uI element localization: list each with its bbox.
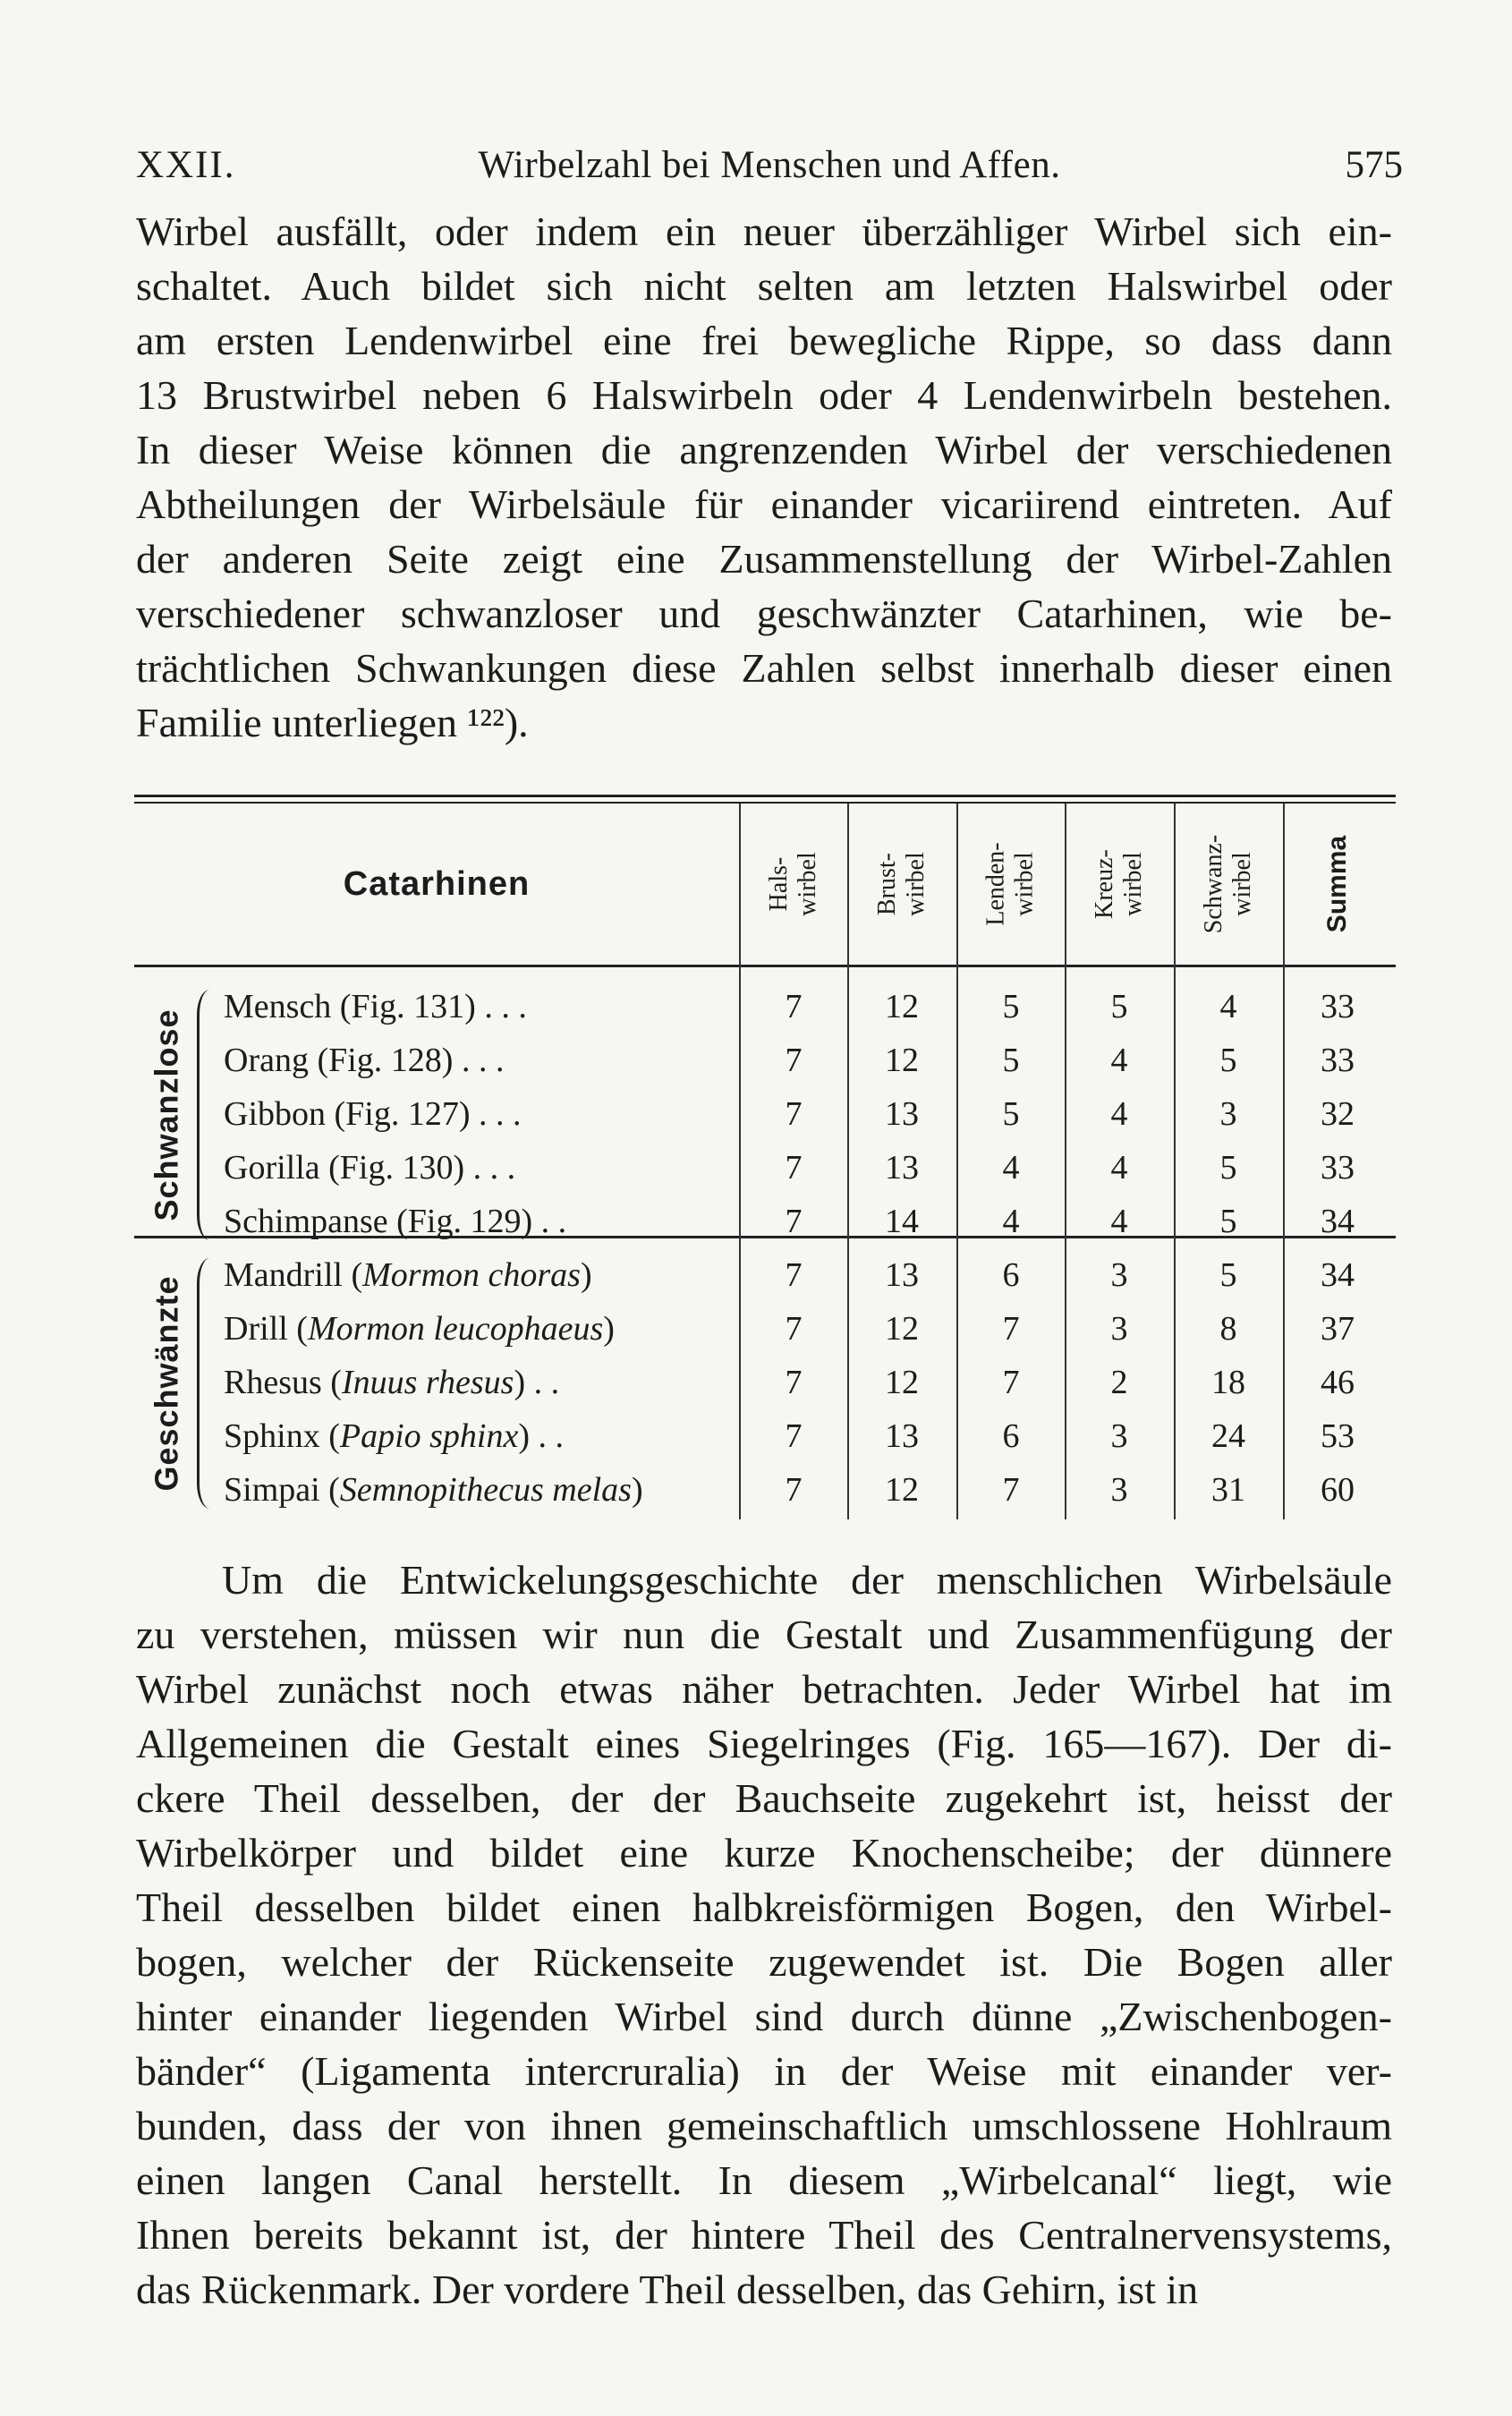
text-line: Abtheilungen der Wirbelsäule für einander vicariirend eintreten. Auf [136, 481, 1392, 527]
table-top-rule [134, 795, 1396, 797]
table-cell: 13 [885, 1095, 919, 1133]
common-name: Sphinx ( [224, 1417, 340, 1455]
species-name [224, 1142, 515, 1194]
table-cell: 37 [1321, 1310, 1355, 1348]
text-line: am ersten Lendenwirbel eine frei bewegliche Rippe, so dass dann [136, 318, 1392, 363]
table-row [134, 1195, 1396, 1247]
table-cell: 7 [785, 1203, 803, 1240]
table-cell: 2 [1110, 1364, 1128, 1401]
table-cell: 4 [1110, 1095, 1128, 1133]
name-suffix: . . . [470, 1095, 522, 1133]
table-header-rule [134, 965, 1396, 967]
text-line: ckere Theil desselben, der der Bauchseite zugekehrt ist, heisst der [136, 1775, 1392, 1821]
name-suffix: . . . [475, 988, 527, 1025]
table-cell: 33 [1321, 1149, 1355, 1187]
table-cell: 34 [1321, 1256, 1355, 1294]
table-cell: 5 [1219, 1042, 1237, 1079]
text-line: Familie unterliegen ¹²²). [136, 700, 529, 745]
table-cell: 7 [785, 1149, 803, 1187]
name-suffix: ) . . [518, 1417, 564, 1455]
table-cell: 24 [1211, 1417, 1245, 1455]
text-line: Ihnen bereits bekannt ist, der hintere Theil des Centralnervensystems, [136, 2212, 1392, 2258]
text-line: schaltet. Auch bildet sich nicht selten am letzten Halswirbel oder [136, 263, 1392, 309]
column-header [740, 804, 847, 965]
species-name [224, 1303, 615, 1355]
column-header-label: Kreuz- wirbel [1090, 849, 1147, 919]
table-cell: 4 [1110, 1149, 1128, 1187]
table-cell: 7 [785, 1310, 803, 1348]
column-header-label: Schwanz- wirbel [1200, 834, 1256, 934]
table-cell: 60 [1321, 1471, 1355, 1509]
table-cell: 12 [885, 1042, 919, 1079]
table-cell: 12 [885, 988, 919, 1025]
page-number: 575 [1345, 144, 1403, 186]
text-line: Wirbelkörper und bildet eine kurze Knochenscheibe; der dünnere [136, 1830, 1392, 1876]
text-line: verschiedener schwanzloser und geschwänzter Catarhinen, wie be- [136, 591, 1392, 636]
table-cell: 3 [1110, 1471, 1128, 1509]
text-line: zu verstehen, müssen wir nun die Gestalt und Zusammenfügung der [136, 1612, 1392, 1657]
table-row [134, 1249, 1396, 1301]
running-title: Wirbelzahl bei Menschen und Affen. [478, 144, 1061, 186]
table-cell: 4 [1002, 1149, 1020, 1187]
table-cell: 33 [1321, 1042, 1355, 1079]
table-cell: 5 [1219, 1203, 1237, 1240]
name-suffix: . . [532, 1203, 567, 1240]
paragraph-intro [136, 204, 1392, 750]
table-cell: 31 [1211, 1471, 1245, 1509]
paragraph-vertebra-structure [136, 1553, 1392, 2317]
running-header [136, 134, 1403, 197]
text-line: trächtlichen Schwankungen diese Zahlen selbst innerhalb dieser einen [136, 645, 1392, 691]
table-cell: 7 [785, 1364, 803, 1401]
species-name [224, 1088, 522, 1140]
common-name: Gorilla (Fig. 130) [224, 1149, 465, 1187]
common-name: Schimpanse (Fig. 129) [224, 1203, 533, 1240]
species-name [224, 1195, 566, 1247]
text-line: bogen, welcher der Rückenseite zugewendet ist. Die Bogen aller [136, 1939, 1392, 1985]
vertebra-count-table [134, 795, 1396, 1519]
latin-name: Papio sphinx [339, 1417, 519, 1455]
name-suffix: . . . [464, 1149, 516, 1187]
column-header-label: Summa [1322, 835, 1352, 933]
table-cell: 32 [1321, 1095, 1355, 1133]
table-row [134, 1464, 1396, 1516]
common-name: Simpai ( [224, 1471, 340, 1509]
column-header [957, 804, 1065, 965]
table-cell: 7 [785, 1256, 803, 1294]
name-suffix: ) . . [514, 1364, 560, 1401]
column-header [848, 804, 956, 965]
table-cell: 7 [785, 1042, 803, 1079]
table-row [134, 1034, 1396, 1086]
table-cell: 13 [885, 1149, 919, 1187]
latin-name: Inuus rhesus [341, 1364, 514, 1401]
table-cell: 5 [1002, 988, 1020, 1025]
text-line: das Rückenmark. Der vordere Theil desselben, das Gehirn, ist in [136, 2267, 1199, 2312]
table-cell: 7 [1002, 1471, 1020, 1509]
table-cell: 14 [885, 1203, 919, 1240]
common-name: Drill ( [224, 1310, 308, 1348]
table-row [134, 1088, 1396, 1140]
species-name [224, 1410, 564, 1462]
table-cell: 7 [785, 1471, 803, 1509]
table-cell: 13 [885, 1417, 919, 1455]
text-line: bunden, dass der von ihnen gemeinschaftlich umschlossene Hohlraum [136, 2103, 1392, 2148]
name-suffix: . . . [453, 1042, 505, 1079]
table-cell: 6 [1002, 1417, 1020, 1455]
name-suffix: ) [580, 1256, 592, 1294]
table-cell: 8 [1219, 1310, 1237, 1348]
table-cell: 4 [1219, 988, 1237, 1025]
table-cell: 5 [1002, 1042, 1020, 1079]
table-cell: 5 [1219, 1256, 1237, 1294]
column-header [1066, 804, 1173, 965]
table-cell: 7 [1002, 1364, 1020, 1401]
text-line: Allgemeinen die Gestalt eines Siegelringes (Fig. 165—167). Der di- [136, 1721, 1392, 1766]
column-header [1175, 804, 1282, 965]
table-cell: 3 [1110, 1310, 1128, 1348]
table-cell: 4 [1110, 1203, 1128, 1240]
table-cell: 5 [1219, 1149, 1237, 1187]
table-cell: 12 [885, 1471, 919, 1509]
table-row [134, 981, 1396, 1033]
table-cell: 7 [785, 988, 803, 1025]
common-name: Rhesus ( [224, 1364, 342, 1401]
table-cell: 7 [785, 1417, 803, 1455]
table-cell: 12 [885, 1310, 919, 1348]
table-row [134, 1303, 1396, 1355]
text-line: hinter einander liegenden Wirbel sind durch dünne „Zwischenbogen- [136, 1994, 1392, 2039]
table-cell: 3 [1110, 1417, 1128, 1455]
table-cell: 13 [885, 1256, 919, 1294]
name-suffix: ) [631, 1471, 643, 1509]
text-line: einen langen Canal herstellt. In diesem „Wirbelcanal“ liegt, wie [136, 2157, 1392, 2203]
text-line: In dieser Weise können die angrenzenden Wirbel der verschiedenen [136, 427, 1392, 472]
table-cell: 12 [885, 1364, 919, 1401]
table-cell: 4 [1110, 1042, 1128, 1079]
table-cell: 4 [1002, 1203, 1020, 1240]
table-cell: 18 [1211, 1364, 1245, 1401]
table-category-header: Catarhinen [343, 864, 531, 903]
species-name [224, 1357, 559, 1408]
text-line: Theil desselben bildet einen halbkreisförmigen Bogen, den Wirbel- [136, 1884, 1392, 1930]
species-name [224, 1249, 592, 1301]
latin-name: Semnopithecus melas [339, 1471, 632, 1509]
table-cell: 3 [1110, 1256, 1128, 1294]
text-line: 13 Brustwirbel neben 6 Halswirbeln oder 4 Lendenwirbeln bestehen. [136, 372, 1392, 418]
table-cell: 7 [785, 1095, 803, 1133]
table-cell: 3 [1219, 1095, 1237, 1133]
table-cell: 7 [1002, 1310, 1020, 1348]
table-cell: 34 [1321, 1203, 1355, 1240]
species-name [224, 981, 527, 1033]
text-line: der anderen Seite zeigt eine Zusammenstellung der Wirbel-Zahlen [136, 536, 1392, 582]
column-header-label: Brust- wirbel [873, 852, 930, 916]
table-row [134, 1142, 1396, 1194]
table-cell: 33 [1321, 988, 1355, 1025]
table-row [134, 1357, 1396, 1408]
common-name: Mensch (Fig. 131) [224, 988, 476, 1025]
latin-name: Mormon leucophaeus [307, 1310, 604, 1348]
text-line: Wirbel zunächst noch etwas näher betrachten. Jeder Wirbel hat im [136, 1666, 1392, 1712]
group-label-text: Geschwänzte [149, 1275, 185, 1492]
table-cell: 5 [1110, 988, 1128, 1025]
common-name: Mandrill ( [224, 1256, 363, 1294]
species-name [224, 1464, 643, 1516]
column-header-label: Lenden- wirbel [981, 842, 1039, 926]
table-cell: 53 [1321, 1417, 1355, 1455]
common-name: Gibbon (Fig. 127) [224, 1095, 471, 1133]
column-header-label: Hals- wirbel [765, 852, 821, 916]
table-row [134, 1410, 1396, 1462]
table-cell: 6 [1002, 1256, 1020, 1294]
table-cell: 46 [1321, 1364, 1355, 1401]
common-name: Orang (Fig. 128) [224, 1042, 454, 1079]
table-cell: 5 [1002, 1095, 1020, 1133]
text-line: Wirbel ausfällt, oder indem ein neuer überzähliger Wirbel sich ein- [136, 208, 1392, 254]
species-name [224, 1034, 504, 1086]
text-line: Um die Entwickelungsgeschichte der menschlichen Wirbelsäule [222, 1557, 1392, 1603]
name-suffix: ) [603, 1310, 615, 1348]
group-label-text: Schwanzlose [149, 1008, 186, 1221]
text-line: bänder“ (Ligamenta intercruralia) in der Weise mit einander ver- [136, 2048, 1392, 2094]
latin-name: Mormon choras [362, 1256, 581, 1294]
chapter-number: XXII. [136, 144, 236, 186]
column-header [1284, 804, 1391, 965]
